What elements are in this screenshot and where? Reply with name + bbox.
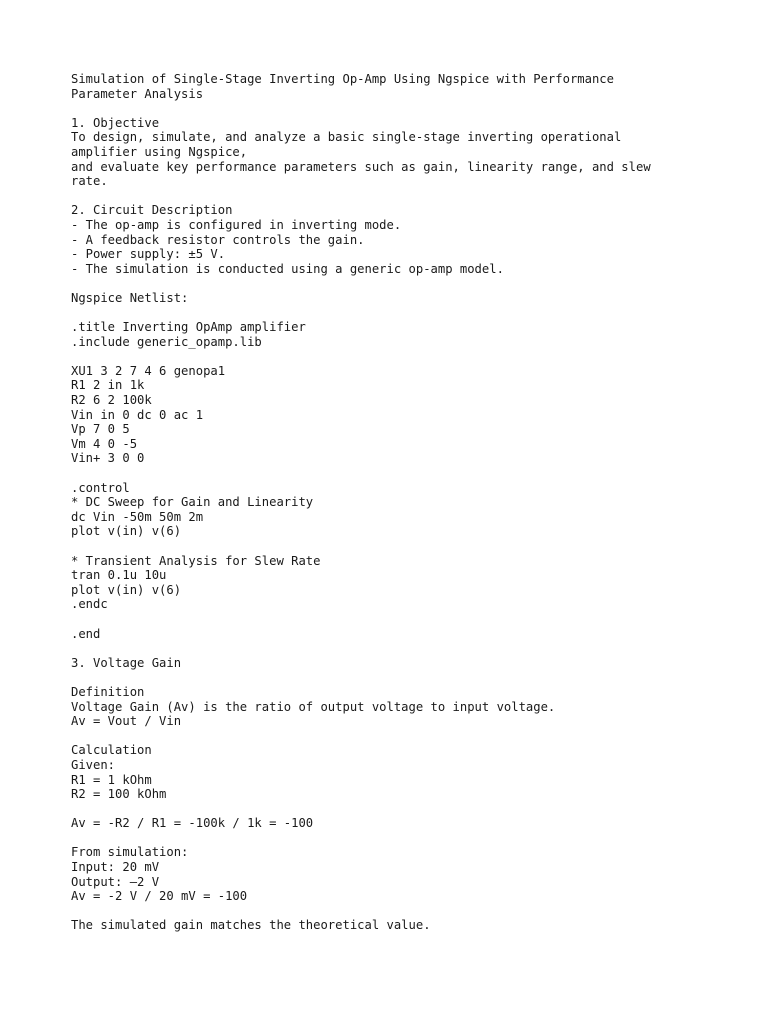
gain-definition-line: Definition [71,684,145,699]
gain-conclusion: The simulated gain matches the theoretical value. [71,918,431,933]
blank-line [71,641,711,656]
netlist-line: XU1 3 2 7 4 6 genopa1 [71,363,226,378]
objective-text-line: To design, simulate, and analyze a basic single-stage inverting operational [71,130,622,145]
blank-line [71,349,711,364]
gain-simulation-line: From simulation: [71,845,189,860]
objective-text-line: amplifier using Ngspice, [71,144,248,159]
objective-heading: 1. Objective [71,115,160,130]
gain-calculation-line: R1 = 1 kOhm [71,772,152,787]
netlist-line: Vp 7 0 5 [71,422,130,437]
document-body [71,72,711,933]
document-title-line-2: Parameter Analysis [71,86,204,101]
netlist-line: * Transient Analysis for Slew Rate [71,553,321,568]
gain-definition-line: Av = Vout / Vin [71,714,182,729]
netlist-line: .include generic_opamp.lib [71,334,262,349]
netlist-line: R1 2 in 1k [71,378,145,393]
circuit-heading: 2. Circuit Description [71,203,233,218]
objective-text-line: rate. [71,174,108,189]
circuit-bullet: - Power supply: ±5 V. [71,247,226,262]
blank-line [71,831,711,846]
netlist-line: .control [71,480,130,495]
circuit-bullet: - The simulation is conducted using a generic op-amp model. [71,261,504,276]
gain-definition-line: Voltage Gain (Av) is the ratio of output voltage to input voltage. [71,699,556,714]
netlist-line: tran 0.1u 10u [71,568,167,583]
netlist-line: Vin in 0 dc 0 ac 1 [71,407,204,422]
netlist-heading: Ngspice Netlist: [71,290,189,305]
blank-line [71,306,711,321]
netlist-line: .title Inverting OpAmp amplifier [71,320,306,335]
netlist-end-line: .end [71,626,101,641]
netlist-line: .endc [71,597,108,612]
gain-calculation-line: R2 = 100 kOhm [71,787,167,802]
objective-text-line: and evaluate key performance parameters such as gain, linearity range, and slew [71,159,651,174]
gain-simulation-line: Input: 20 mV [71,860,160,875]
blank-line [71,101,711,116]
blank-line [71,802,711,817]
circuit-bullet: - A feedback resistor controls the gain. [71,232,365,247]
netlist-line: plot v(in) v(6) [71,582,182,597]
blank-line [71,466,711,481]
gain-heading: 3. Voltage Gain [71,655,182,670]
blank-line [71,539,711,554]
blank-line [71,189,711,204]
netlist-line: Vm 4 0 -5 [71,436,138,451]
netlist-line: Vin+ 3 0 0 [71,451,145,466]
netlist-line: R2 6 2 100k [71,393,152,408]
netlist-line: dc Vin -50m 50m 2m [71,509,204,524]
blank-line [71,276,711,291]
blank-line [71,904,711,919]
gain-calculation-line: Calculation [71,743,152,758]
document-title-line-1: Simulation of Single-Stage Inverting Op-Amp Using Ngspice with Performance [71,72,614,86]
blank-line [71,670,711,685]
gain-simulation-line: Av = -2 V / 20 mV = -100 [71,889,248,904]
netlist-line: plot v(in) v(6) [71,524,182,539]
gain-simulation-line: Output: –2 V [71,874,160,889]
gain-calculation-line: Given: [71,757,116,772]
blank-line [71,612,711,627]
circuit-bullet: - The op-amp is configured in inverting mode. [71,217,402,232]
blank-line [71,729,711,744]
netlist-line: * DC Sweep for Gain and Linearity [71,495,314,510]
gain-formula: Av = -R2 / R1 = -100k / 1k = -100 [71,816,314,831]
